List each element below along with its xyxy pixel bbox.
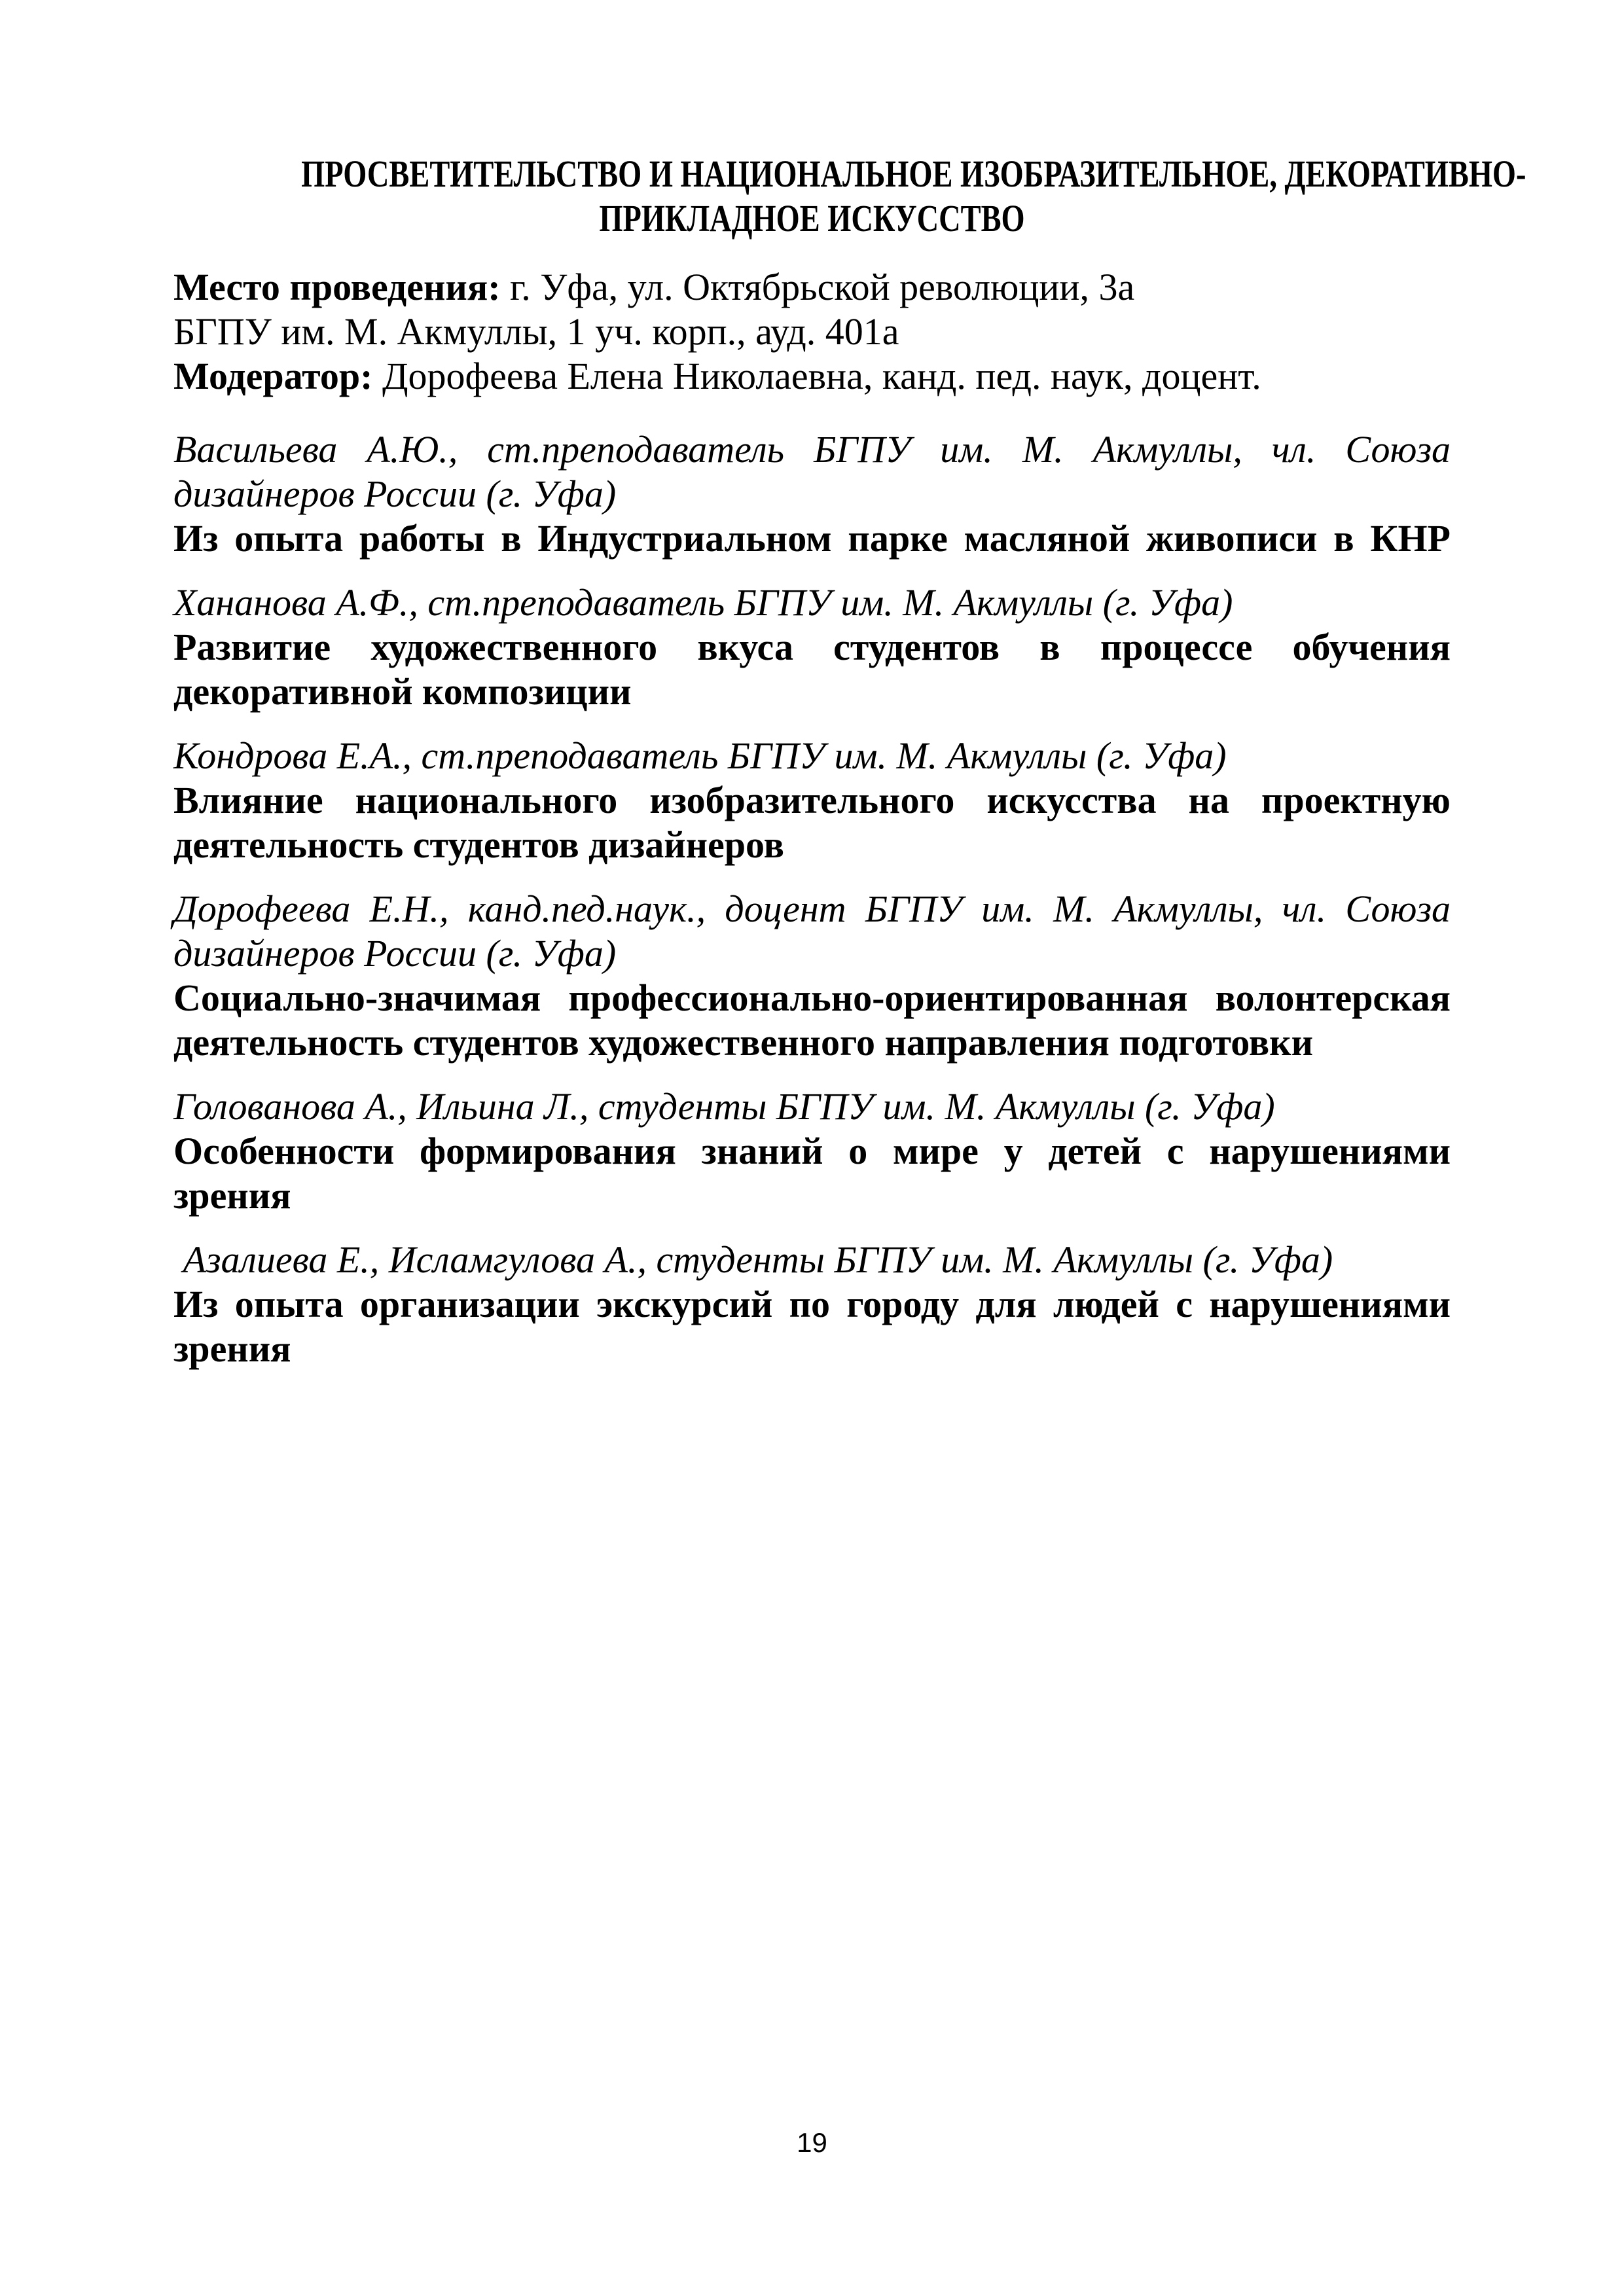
entry-authors [173,581,1451,625]
session-info [173,265,1451,399]
text-line: зрения [173,1327,291,1370]
text-line: деятельность студентов художественного направления подготовки [173,1021,1313,1064]
entry-authors [173,887,1451,976]
entry-title [173,778,1451,867]
program-entry [173,887,1451,1065]
text-line: Из опыта организации экскурсий по городу для людей с нарушениями [173,1283,1451,1325]
section-title [173,152,1526,241]
text-line: Азалиева Е., Исламгулова А., студенты БГПУ им. М. Акмуллы (г. Уфа) [173,1238,1333,1281]
text-line: Социально-значимая профессионально-ориентированная волонтерская [173,977,1451,1019]
text-line: дизайнеров России (г. Уфа) [173,473,617,515]
section-title-line-1: ПРОСВЕТИТЕЛЬСТВО И НАЦИОНАЛЬНОЕ ИЗОБРАЗИТЕЛЬНОЕ, ДЕКОРАТИВНО- [301,152,1526,195]
venue-line [173,265,1451,310]
text-line: Васильева А.Ю., ст.преподаватель БГПУ им. М. Акмуллы, чл. Союза [173,428,1451,471]
entry-authors [173,1238,1451,1282]
entry-title [173,1282,1451,1371]
entry-authors [173,427,1451,516]
venue-value: г. Уфа, ул. Октябрьской революции, 3а [510,266,1135,308]
text-line: Из опыта работы в Индустриальном парке масляной живописи в КНР [173,517,1451,560]
venue-label: Место проведения: [173,266,511,308]
moderator-value: Дорофеева Елена Николаевна, канд. пед. наук, доцент. [382,355,1261,397]
moderator-line [173,354,1451,399]
page-number: 19 [797,2127,827,2158]
text-line: декоративной композиции [173,670,632,713]
text-line: Хананова А.Ф., ст.преподаватель БГПУ им. М. Акмуллы (г. Уфа) [173,581,1233,624]
entry-authors [173,734,1451,778]
text-line: зрения [173,1174,291,1217]
venue-line-2: БГПУ им. М. Акмуллы, 1 уч. корп., ауд. 401а [173,310,899,353]
text-line: Развитие художественного вкуса студентов в процессе обучения [173,626,1451,668]
program-entry [173,581,1451,714]
entry-title [173,1129,1451,1218]
text-line: деятельность студентов дизайнеров [173,823,784,866]
program-entry [173,734,1451,867]
program-entry [173,427,1451,561]
text-line: Влияние национального изобразительного искусства на проектную [173,779,1451,821]
entry-title [173,516,1451,561]
moderator-label: Модератор: [173,355,382,397]
program-entry [173,1238,1451,1371]
program-entry [173,1085,1451,1218]
entry-title [173,625,1451,714]
text-line: дизайнеров России (г. Уфа) [173,932,617,975]
section-title-line-2: ПРИКЛАДНОЕ ИСКУССТВО [599,197,1025,240]
text-line: Голованова А., Ильина Л., студенты БГПУ им. М. Акмуллы (г. Уфа) [173,1085,1275,1128]
text-line: Дорофеева Е.Н., канд.пед.наук., доцент БГПУ им. М. Акмуллы, чл. Союза [173,888,1451,930]
program-entries [173,427,1451,1371]
text-line: Особенности формирования знаний о мире у детей с нарушениями [173,1130,1451,1172]
entry-authors [173,1085,1451,1129]
text-line: Кондрова Е.А., ст.преподаватель БГПУ им. М. Акмуллы (г. Уфа) [173,734,1227,777]
entry-title [173,976,1451,1065]
